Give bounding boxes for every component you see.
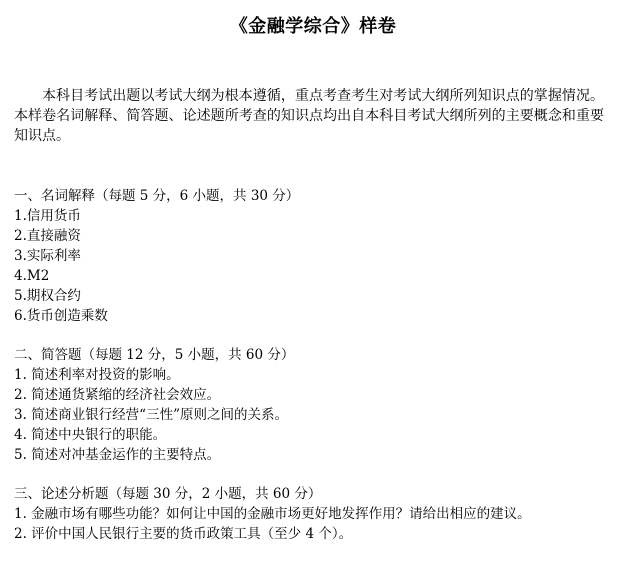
- question-item: 5. 简述对冲基金运作的主要特点。: [14, 447, 221, 463]
- question-item: 1.信用货币: [14, 208, 81, 224]
- question-item: 1. 简述利率对投资的影响。: [14, 367, 180, 383]
- question-item: 3.实际利率: [14, 248, 81, 264]
- question-list: [14, 365, 614, 465]
- intro-paragraph: 本科目考试出题以考试大纲为根本遵循，重点考查考生对考试大纲所列知识点的掌握情况。本样卷名词解释、简答题、论述题所考查的知识点均出自本科目考试大纲所列的主要概念和重要知识点。: [14, 88, 604, 144]
- question-item: 4. 简述中央银行的职能。: [14, 427, 167, 443]
- question-item: 2. 评价中国人民银行主要的货币政策工具（至少 4 个）。: [14, 526, 353, 542]
- question-item: 6.货币创造乘数: [14, 308, 108, 324]
- question-item: 1. 金融市场有哪些功能？如何让中国的金融市场更好地发挥作用？请给出相应的建议。: [14, 506, 531, 522]
- section-terms: [14, 186, 614, 326]
- section-heading: 三、论述分析题（每题 30 分，2 小题，共 60 分）: [14, 486, 322, 502]
- question-item: 4.M2: [14, 268, 50, 284]
- question-item: 2.直接融资: [14, 228, 81, 244]
- section-heading: 一、名词解释（每题 5 分，6 小题，共 30 分）: [14, 188, 300, 204]
- question-item: 3. 简述商业银行经营“三性”原则之间的关系。: [14, 407, 288, 423]
- question-item: 2. 简述通货紧缩的经济社会效应。: [14, 387, 221, 403]
- section-essay: [14, 484, 614, 544]
- section-short-answer: [14, 345, 614, 465]
- document-title: 《金融学综合》样卷: [229, 16, 397, 37]
- question-item: 5.期权合约: [14, 288, 81, 304]
- question-list: [14, 206, 614, 326]
- section-heading: 二、简答题（每题 12 分，5 小题，共 60 分）: [14, 347, 295, 363]
- question-list: [14, 504, 614, 544]
